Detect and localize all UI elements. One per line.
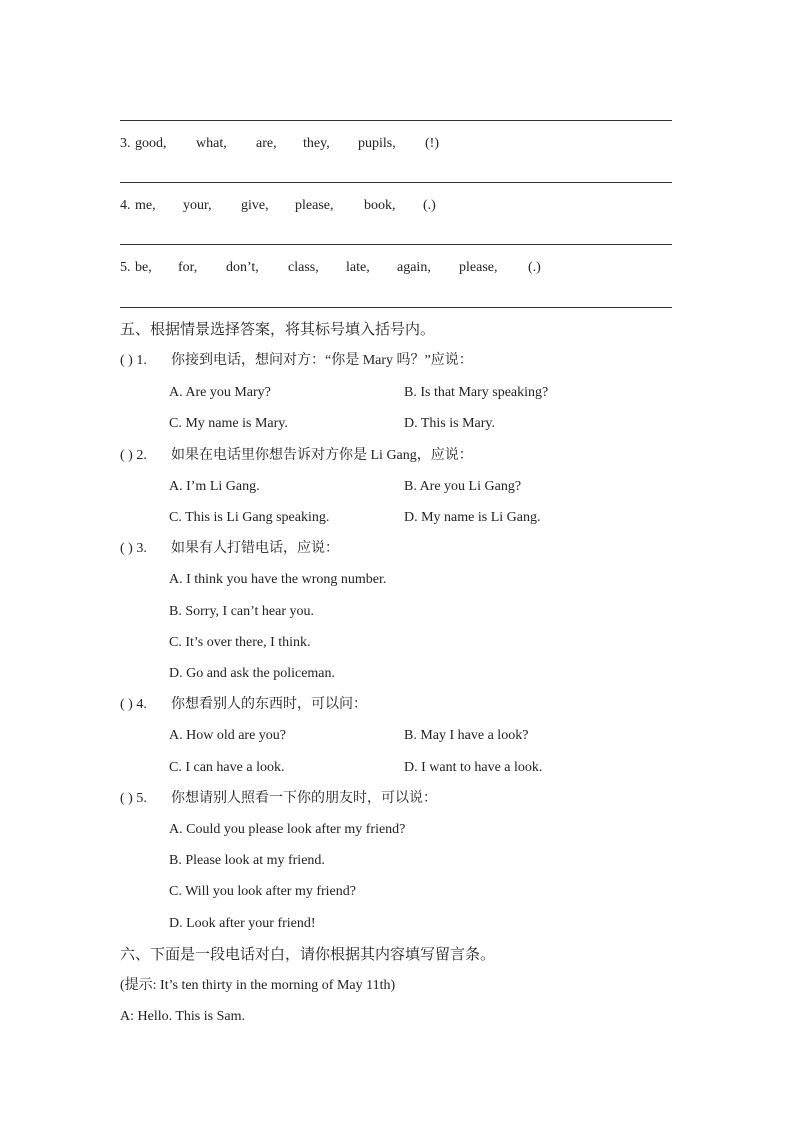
answer-line bbox=[120, 182, 672, 183]
option-b: B. Are you Li Gang? bbox=[404, 479, 522, 494]
question-text: 如果有人打错电话，应说： bbox=[171, 541, 339, 556]
option-c: C. I can have a look. bbox=[169, 760, 285, 775]
answer-line bbox=[120, 120, 672, 121]
word: don’t, bbox=[226, 260, 259, 275]
word: (.) bbox=[528, 260, 541, 275]
option-b: B. Is that Mary speaking? bbox=[404, 385, 549, 400]
section-heading: 六、下面是一段电话对白，请你根据其内容填写留言条。 bbox=[120, 947, 496, 963]
option-b: B. Please look at my friend. bbox=[169, 853, 325, 868]
option-d: D. My name is Li Gang. bbox=[404, 510, 541, 525]
word: class, bbox=[288, 260, 319, 275]
dialog-line: A: Hello. This is Sam. bbox=[120, 1009, 245, 1024]
option-a: A. How old are you? bbox=[169, 728, 287, 743]
word: pupils, bbox=[358, 136, 396, 151]
word: for, bbox=[178, 260, 198, 275]
word: again, bbox=[397, 260, 431, 275]
question-text: 你想看别人的东西时，可以问： bbox=[171, 697, 367, 712]
word: they, bbox=[303, 136, 330, 151]
question-prefix: ( ) 2. bbox=[120, 448, 147, 463]
word: be, bbox=[135, 260, 152, 275]
option-a: A. Could you please look after my friend? bbox=[169, 822, 406, 837]
section-heading: 五、根据情景选择答案，将其标号填入括号内。 bbox=[120, 322, 436, 338]
question-prefix: ( ) 5. bbox=[120, 791, 147, 806]
option-c: C. It’s over there, I think. bbox=[169, 635, 311, 650]
answer-line bbox=[120, 307, 672, 308]
question-prefix: ( ) 3. bbox=[120, 541, 147, 556]
answer-line bbox=[120, 244, 672, 245]
option-c: C. Will you look after my friend? bbox=[169, 884, 356, 899]
option-a: A. Are you Mary? bbox=[169, 385, 271, 400]
option-a: A. I’m Li Gang. bbox=[169, 479, 260, 494]
word: please, bbox=[295, 198, 334, 213]
item-number: 5. bbox=[120, 260, 131, 275]
word: please, bbox=[459, 260, 498, 275]
word: (!) bbox=[425, 136, 439, 151]
word: book, bbox=[364, 198, 396, 213]
word: give, bbox=[241, 198, 269, 213]
option-c: C. This is Li Gang speaking. bbox=[169, 510, 330, 525]
option-b: B. May I have a look? bbox=[404, 728, 529, 743]
question-text: 你想请别人照看一下你的朋友时，可以说： bbox=[171, 791, 437, 806]
question-text: 如果在电话里你想告诉对方你是 Li Gang，应说： bbox=[171, 448, 473, 463]
option-d: D. Go and ask the policeman. bbox=[169, 666, 336, 681]
question-text: 你接到电话，想问对方：“你是 Mary 吗？”应说： bbox=[171, 353, 473, 368]
item-number: 3. bbox=[120, 136, 131, 151]
question-prefix: ( ) 4. bbox=[120, 697, 147, 712]
word: are, bbox=[256, 136, 277, 151]
word: what, bbox=[196, 136, 227, 151]
word: me, bbox=[135, 198, 156, 213]
option-a: A. I think you have the wrong number. bbox=[169, 572, 387, 587]
item-number: 4. bbox=[120, 198, 131, 213]
option-b: B. Sorry, I can’t hear you. bbox=[169, 604, 315, 619]
option-c: C. My name is Mary. bbox=[169, 416, 288, 431]
hint-text: (提示: It’s ten thirty in the morning of May 11th) bbox=[120, 978, 396, 993]
option-d: D. Look after your friend! bbox=[169, 916, 316, 931]
question-prefix: ( ) 1. bbox=[120, 353, 147, 368]
word: your, bbox=[183, 198, 212, 213]
option-d: D. This is Mary. bbox=[404, 416, 495, 431]
option-d: D. I want to have a look. bbox=[404, 760, 543, 775]
word: late, bbox=[346, 260, 370, 275]
word: (.) bbox=[423, 198, 436, 213]
word: good, bbox=[135, 136, 167, 151]
